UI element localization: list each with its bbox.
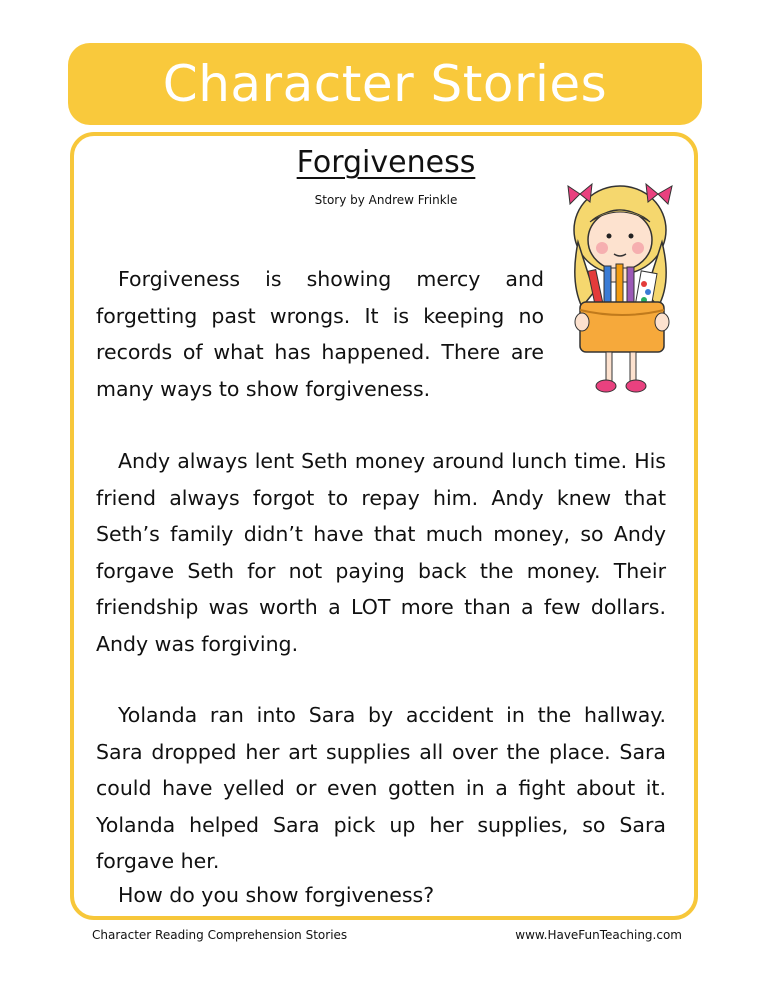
story-question: How do you show forgiveness? bbox=[118, 883, 435, 907]
story-paragraph-2: Andy always lent Seth money around lunch time. His friend always forgot to repay him. Andy knew that Seth’s family didn’t have that much money, so Andy forgave Seth for not paying back the money. Their friendship was worth a LOT more than a few dollars. Andy was forgiving. bbox=[96, 449, 666, 656]
girl-with-art-supplies-icon bbox=[560, 172, 680, 402]
story-byline: Story by Andrew Frinkle bbox=[314, 193, 458, 207]
story-paragraph-1: Forgiveness is showing mercy and forgetting past wrongs. It is keeping no records of what has happened. There are many ways to show forgiveness. bbox=[96, 267, 544, 401]
footer-series-title: Character Reading Comprehension Stories bbox=[92, 928, 348, 942]
story-title: Forgiveness bbox=[296, 145, 476, 180]
footer-website: www.HaveFunTeaching.com bbox=[515, 928, 682, 942]
title-banner bbox=[68, 43, 702, 125]
story-paragraph-3: Yolanda ran into Sara by accident in the hallway. Sara dropped her art supplies all over the place. Sara could have yelled or even gotten in a fight about it. Yolanda helped Sara pick up her supplies, so Sara forgave her. bbox=[96, 703, 666, 873]
page-title: Character Stories bbox=[162, 55, 608, 113]
